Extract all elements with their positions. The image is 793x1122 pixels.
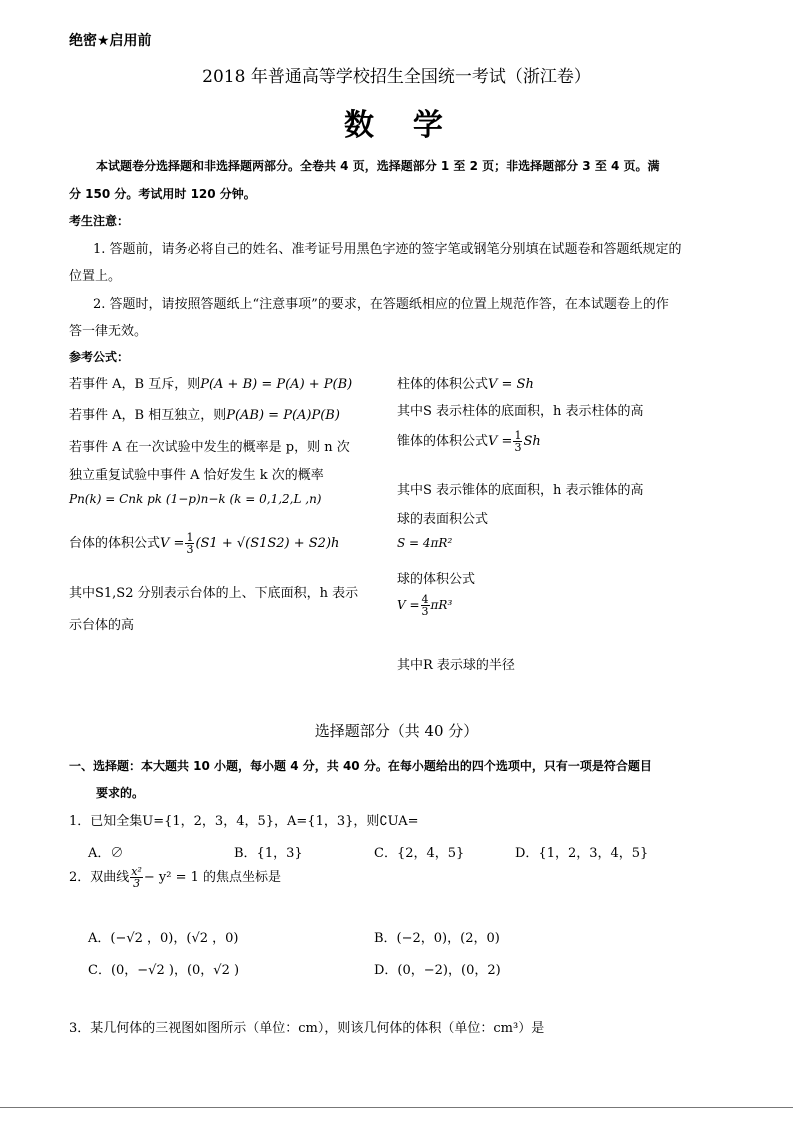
page-bottom-divider (0, 1107, 793, 1108)
formula-sphere-volume (397, 594, 452, 617)
section-title: 选择题部分（共 40 分） (314, 722, 479, 740)
formula-sphere-area-text: 球的表面积公式 (397, 512, 489, 527)
question-2-stem-pre: 2．双曲线 (69, 870, 130, 885)
question-1-stem: 1．已知全集U={1，2，3，4，5}，A={1，3}，则∁UA= (69, 814, 419, 829)
formula-cone-v: V = (488, 434, 513, 449)
formula-independent (69, 404, 340, 423)
exam-title: 2018 年普通高等学校招生全国统一考试（浙江卷） (202, 67, 591, 87)
formula-cone-rest: Sh (523, 434, 541, 449)
formula-prism-text: 柱体的体积公式 (397, 377, 489, 392)
formula-frustum-note-2: 示台体的高 (69, 618, 135, 633)
question-1-option-a: A．∅ (88, 846, 124, 861)
formula-frustum-v: V = (160, 536, 185, 551)
formula-sphere-note: 其中R 表示球的半径 (397, 658, 515, 673)
question-1-option-d: D．{1，2，3，4，5} (515, 846, 649, 861)
question-1-option-b: B．{1，3} (234, 846, 303, 861)
question-2-stem-post: − y² = 1 的焦点坐标是 (143, 870, 282, 885)
formula-sphere-rest: πR³ (430, 598, 453, 612)
formula-sphere-volume-text: 球的体积公式 (397, 572, 476, 587)
question-2-option-b: B．(−2，0)，(2，0) (374, 931, 500, 946)
intro-line-2: 分 150 分。考试用时 120 分钟。 (69, 187, 256, 201)
formula-sphere-v: V = (397, 598, 420, 612)
formula-frustum-text: 台体的体积公式 (69, 536, 161, 551)
formula-binom-line-1: 若事件 A 在一次试验中发生的概率是 p，则 n 次 (69, 440, 350, 455)
formula-frustum (69, 532, 339, 555)
subject-title: 数 学 (344, 108, 449, 143)
formula-sphere-area-expr: S = 4πR² (397, 536, 453, 550)
question-1-option-c: C．{2，4，5} (374, 846, 465, 861)
formula-frustum-rest: (S1 + √(S1S2) + S2)h (195, 536, 340, 551)
formula-frustum-fraction: $\frac{1}{3}$ (186, 531, 194, 556)
notice-heading: 考生注意： (69, 214, 130, 228)
formula-sphere-fraction: $\frac{4}{3}$ (421, 593, 429, 618)
formula-frustum-note-1: 其中S1,S2 分别表示台体的上、下底面积，h 表示 (69, 586, 359, 601)
intro-line-1: 本试题卷分选择题和非选择题两部分。全卷共 4 页，选择题部分 1 至 2 页；非选择题部分 3 至 4 页。满 (96, 159, 660, 173)
notice-item-2-line-1: 2. 答题时，请按照答题纸上“注意事项”的要求，在答题纸相应的位置上规范作答，在本试题卷上的作 (93, 297, 669, 312)
secret-label: 绝密★启用前 (69, 33, 152, 49)
formula-binom-line-2: 独立重复试验中事件 A 恰好发生 k 次的概率 (69, 468, 324, 483)
formula-prism (397, 373, 534, 392)
formula-indep-text: 若事件 A，B 相互独立，则 (69, 408, 227, 423)
notice-item-1-line-1: 1. 答题前，请务必将自己的姓名、准考证号用黑色字迹的签字笔或钢笔分别填在试题卷和答题纸规定的 (93, 242, 682, 257)
question-2-fraction: $\frac{\text{x²}}{3}$ (131, 865, 142, 890)
question-2-stem (69, 866, 281, 889)
formula-cone-text: 锥体的体积公式 (397, 434, 489, 449)
formula-mutex (69, 373, 352, 392)
formula-binom-expr: Pn(k) = Cnk pk (1−p)n−k (k = 0,1,2,L ,n) (69, 492, 322, 506)
question-2-option-a: A．(−√2 ，0)，(√2 ，0) (88, 931, 239, 946)
formula-cone-note: 其中S 表示锥体的底面积，h 表示锥体的高 (397, 483, 644, 498)
formula-mutex-text: 若事件 A，B 互斥，则 (69, 377, 201, 392)
question-3-stem: 3．某几何体的三视图如图所示（单位：cm），则该几何体的体积（单位：cm³）是 (69, 1021, 545, 1036)
notice-item-1-line-2: 位置上。 (69, 269, 122, 284)
formula-indep-expr: P(AB) = P(A)P(B) (226, 408, 340, 423)
formula-cone (397, 430, 541, 453)
formulas-heading: 参考公式： (69, 350, 130, 364)
section-instruction-line-1: 一、选择题：本大题共 10 小题，每小题 4 分，共 40 分。在每小题给出的四个选项中，只有一项是符合题目 (69, 759, 652, 773)
formula-prism-expr: V = Sh (488, 377, 534, 392)
formula-prism-note: 其中S 表示柱体的底面积，h 表示柱体的高 (397, 404, 644, 419)
question-2-option-c: C．(0，−√2 )，(0，√2 ) (88, 963, 240, 978)
formula-mutex-expr: P(A + B) = P(A) + P(B) (200, 377, 353, 392)
notice-item-2-line-2: 答一律无效。 (69, 324, 148, 339)
question-2-option-d: D．(0，−2)，(0，2) (374, 963, 501, 978)
formula-cone-fraction: $\frac{1}{3}$ (514, 429, 522, 454)
section-instruction-line-2: 要求的。 (96, 786, 145, 800)
